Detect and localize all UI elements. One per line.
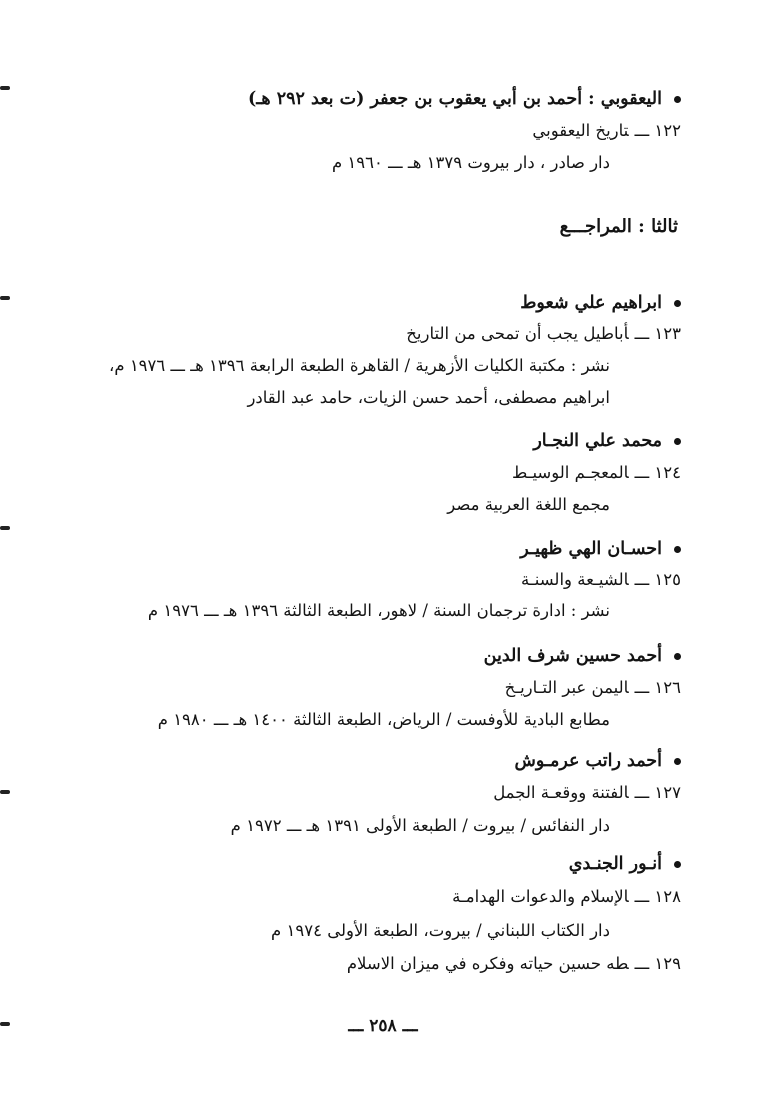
bullet-icon — [674, 546, 681, 553]
author-line: اليعقوبي : أحمد بن أبي يعقوب بن جعفر (ت بعد ٢٩٢ هـ) — [248, 88, 681, 110]
book-line: ١٢٣ ـــأباطيل يجب أن تمحى من التاريخ — [406, 324, 681, 343]
bullet-icon — [674, 438, 681, 445]
author-line: ابراهيم علي شعوط — [520, 292, 681, 314]
bullet-icon — [674, 653, 681, 660]
book-line: ١٢٩ ـــطه حسين حياته وفكره في ميزان الاسلام — [346, 954, 681, 973]
scan-mark — [0, 1022, 10, 1026]
publication-line: مجمع اللغة العربية مصر — [447, 495, 610, 514]
bullet-icon — [674, 96, 681, 103]
bullet-icon — [674, 758, 681, 765]
scan-mark — [0, 790, 10, 794]
book-line: ١٢٥ ـــالشيـعة والسنـة — [521, 570, 681, 589]
scan-mark — [0, 526, 10, 530]
book-line: ١٢٨ ـــالإسلام والدعوات الهدامـة — [452, 887, 681, 906]
scan-mark — [0, 296, 10, 300]
author-line: احسـان الهي ظهيـر — [520, 538, 681, 560]
book-line: ١٢٤ ـــالمعجـم الوسيـط — [511, 463, 681, 482]
scan-mark — [0, 86, 10, 90]
author-line: أحمد راتب عرمـوش — [514, 750, 681, 772]
publication-line: دار صادر ، دار بيروت ١٣٧٩ هـ ـــ ١٩٦٠ م — [331, 153, 610, 172]
book-line: ١٢٢ ـــتاريخ اليعقوبي — [532, 121, 681, 140]
bullet-icon — [674, 861, 681, 868]
author-line: أنـور الجنـدي — [569, 853, 681, 875]
publication-line: ابراهيم مصطفى، أحمد حسن الزيات، حامد عبد القادر — [247, 388, 610, 407]
publication-line: نشر : ادارة ترجمان السنة / لاهور، الطبعة الثالثة ١٣٩٦ هـ ـــ ١٩٧٦ م — [147, 601, 610, 620]
publication-line: نشر : مكتبة الكليات الأزهرية / القاهرة الطبعة الرابعة ١٣٩٦ هـ ـــ ١٩٧٦ م، — [109, 356, 610, 375]
section-heading: ثالثا : المراجـــع — [559, 216, 678, 237]
book-line: ١٢٧ ـــالفتنة ووقعـة الجمل — [493, 783, 681, 802]
page-number: ـــ ٢٥٨ ـــ — [348, 1016, 418, 1036]
publication-line: دار النفائس / بيروت / الطبعة الأولى ١٣٩١ هـ ـــ ١٩٧٢ م — [230, 816, 610, 835]
author-line: أحمد حسين شرف الدين — [484, 645, 681, 667]
book-line: ١٢٦ ـــاليمن عبر التـاريـخ — [504, 678, 681, 697]
publication-line: مطابع البادية للأوفست / الرياض، الطبعة الثالثة ١٤٠٠ هـ ـــ ١٩٨٠ م — [157, 710, 610, 729]
bullet-icon — [674, 300, 681, 307]
publication-line: دار الكتاب اللبناني / بيروت، الطبعة الأولى ١٩٧٤ م — [271, 921, 610, 940]
author-line: محمد علي النجـار — [533, 430, 681, 452]
